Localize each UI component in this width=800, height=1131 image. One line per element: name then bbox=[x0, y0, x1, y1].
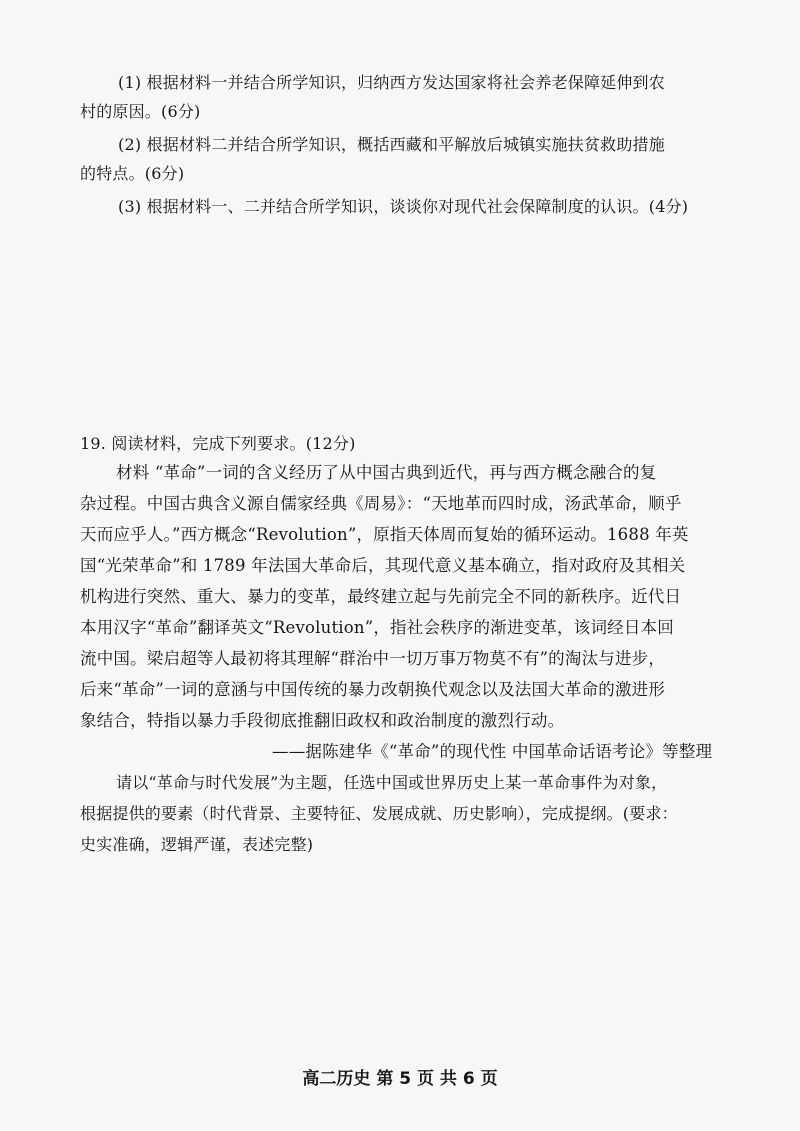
q18-sub2-line2: 的特点。(6分) bbox=[80, 164, 185, 183]
q19-material-line: 后来“革命”一词的意涵与中国传统的暴力改朝换代观念以及法国大革命的激进形 bbox=[80, 680, 666, 699]
q19-requirement-line: 请以“革命与时代发展”为主题，任选中国或世界历史上某一革命事件为对象， bbox=[116, 773, 668, 792]
q19-material-line: 象结合，特指以暴力手段彻底推翻旧政权和政治制度的激烈行动。 bbox=[80, 711, 565, 730]
q19-source-citation: ——据陈建华《“革命”的现代性 中国革命话语考论》等整理 bbox=[272, 742, 713, 761]
q18-sub1-line2: 村的原因。(6分) bbox=[80, 102, 201, 121]
q18-sub1-line1: (1) 根据材料一并结合所学知识，归纳西方发达国家将社会养老保障延伸到农 bbox=[118, 73, 665, 92]
q18-sub2-line1: (2) 根据材料二并结合所学知识，概括西藏和平解放后城镇实施扶贫救助措施 bbox=[118, 135, 665, 154]
page-footer: 高二历史 第 5 页 共 6 页 bbox=[302, 1069, 498, 1089]
q19-material-line: 杂过程。中国古典含义源自儒家经典《周易》：“天地革而四时成，汤武革命，顺乎 bbox=[80, 494, 682, 513]
q18-sub3-line1: (3) 根据材料一、二并结合所学知识，谈谈你对现代社会保障制度的认识。(4分) bbox=[118, 197, 689, 216]
q19-material-line: 本用汉字“革命”翻译英文“Revolution”，指社会秩序的渐进变革，该词经日本回 bbox=[80, 618, 674, 637]
q19-requirement-line: 史实准确，逻辑严谨，表述完整) bbox=[80, 835, 314, 854]
q19-requirement-line: 根据提供的要素（时代背景、主要特征、发展成就、历史影响），完成提纲。(要求： bbox=[80, 804, 678, 823]
q19-material-line: 流中国。梁启超等人最初将其理解“群治中一切万事万物莫不有”的淘汰与进步， bbox=[80, 649, 666, 668]
q19-material-line: 国“光荣革命”和 1789 年法国大革命后，其现代意义基本确立，指对政府及其相关 bbox=[80, 556, 686, 575]
q19-header: 19. 阅读材料，完成下列要求。(12分) bbox=[80, 434, 356, 453]
q19-material-line: 机构进行突然、重大、暴力的变革，最终建立起与先前完全不同的新秩序。近代日 bbox=[80, 587, 682, 606]
q19-material-line: 材料 “革命”一词的含义经历了从中国古典到近代，再与西方概念融合的复 bbox=[116, 463, 657, 482]
q19-material-line: 天而应乎人。”西方概念“Revolution”，原指天体周而复始的循环运动。1688 年英 bbox=[80, 525, 689, 544]
